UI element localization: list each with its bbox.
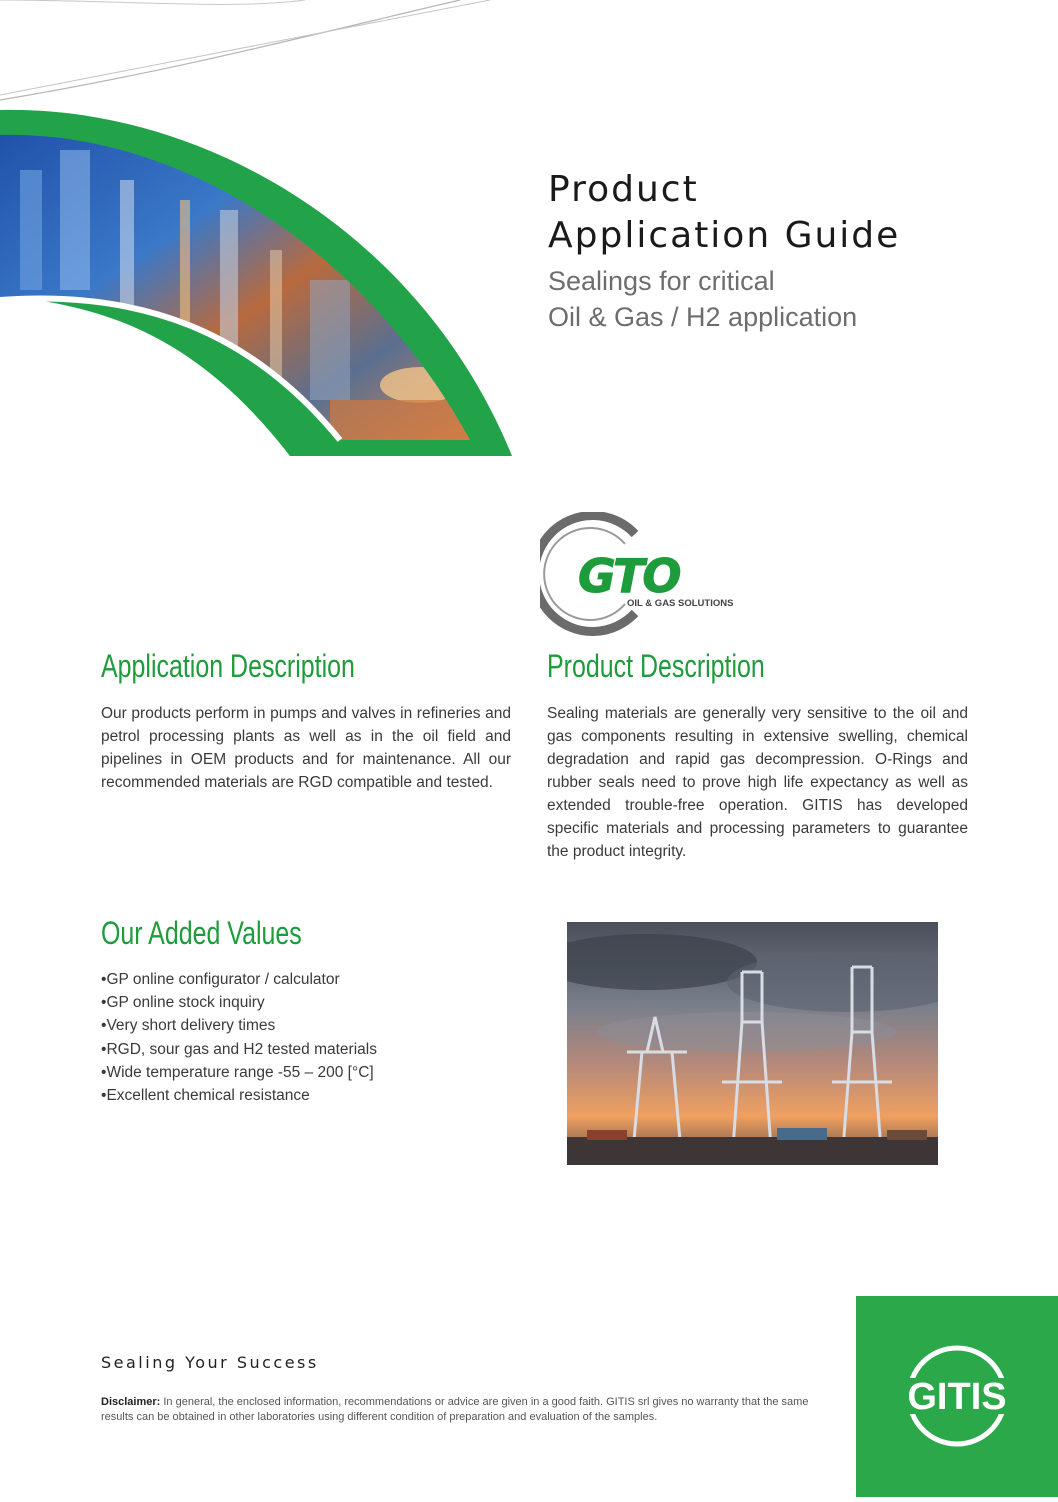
gto-logo-tagline: OIL & GAS SOLUTIONS — [627, 598, 734, 609]
page-title — [548, 167, 900, 259]
tagline: Sealing Your Success — [101, 1353, 319, 1372]
gitis-logo-badge — [856, 1296, 1058, 1497]
list-item: • Very short delivery times — [101, 1014, 521, 1037]
disclaimer — [101, 1395, 826, 1425]
subtitle-line-1: Sealings for critical — [548, 266, 775, 296]
list-item: • GP online configurator / calculator — [101, 968, 521, 991]
title-line-1: Product — [548, 169, 699, 210]
gto-logo — [540, 512, 780, 637]
product-text: Sealing materials are generally very sensitive to the oil and gas components resulting in extensive swelling, chemical degradation and rapid gas decompression. O-Rings and rubber seals need to prove high life expectancy as well as extended trouble-free operation. GITIS has developed specific materials and processing parameters to guarantee the product integrity. — [547, 705, 968, 860]
application-heading: Application Description — [101, 648, 355, 684]
title-line-2: Application Guide — [548, 215, 901, 256]
gitis-logo — [856, 1296, 1058, 1497]
list-item: • Wide temperature range -55 – 200 [°C] — [101, 1061, 521, 1084]
subtitle-line-2: Oil & Gas / H2 application — [548, 302, 858, 332]
page-subtitle — [548, 263, 857, 335]
list-item: • Excellent chemical resistance — [101, 1084, 521, 1107]
gitis-logo-text: GITIS — [907, 1376, 1007, 1418]
product-heading: Product Description — [547, 648, 765, 684]
list-item: • GP online stock inquiry — [101, 991, 521, 1014]
disclaimer-text: In general, the enclosed information, recommendations or advice are given in a good faith. GITIS srl gives no warranty that the same results can be obtained in other laboratories using different condition of preparation and evaluation of the samples. — [101, 1396, 809, 1423]
port-cranes-photo — [567, 922, 938, 1165]
list-item: • RGD, sour gas and H2 tested materials — [101, 1038, 521, 1061]
application-text: Our products perform in pumps and valves in refineries and petrol processing plants as well as in the oil field and pipelines in OEM products and for maintenance. All our recommended materials are RGD compatible and tested. — [101, 705, 511, 791]
disclaimer-label: Disclaimer: — [101, 1396, 161, 1408]
values-heading: Our Added Values — [101, 915, 302, 951]
gto-logo-letters: GTO — [578, 549, 680, 603]
values-list — [101, 968, 521, 1107]
hero-image — [0, 0, 520, 470]
